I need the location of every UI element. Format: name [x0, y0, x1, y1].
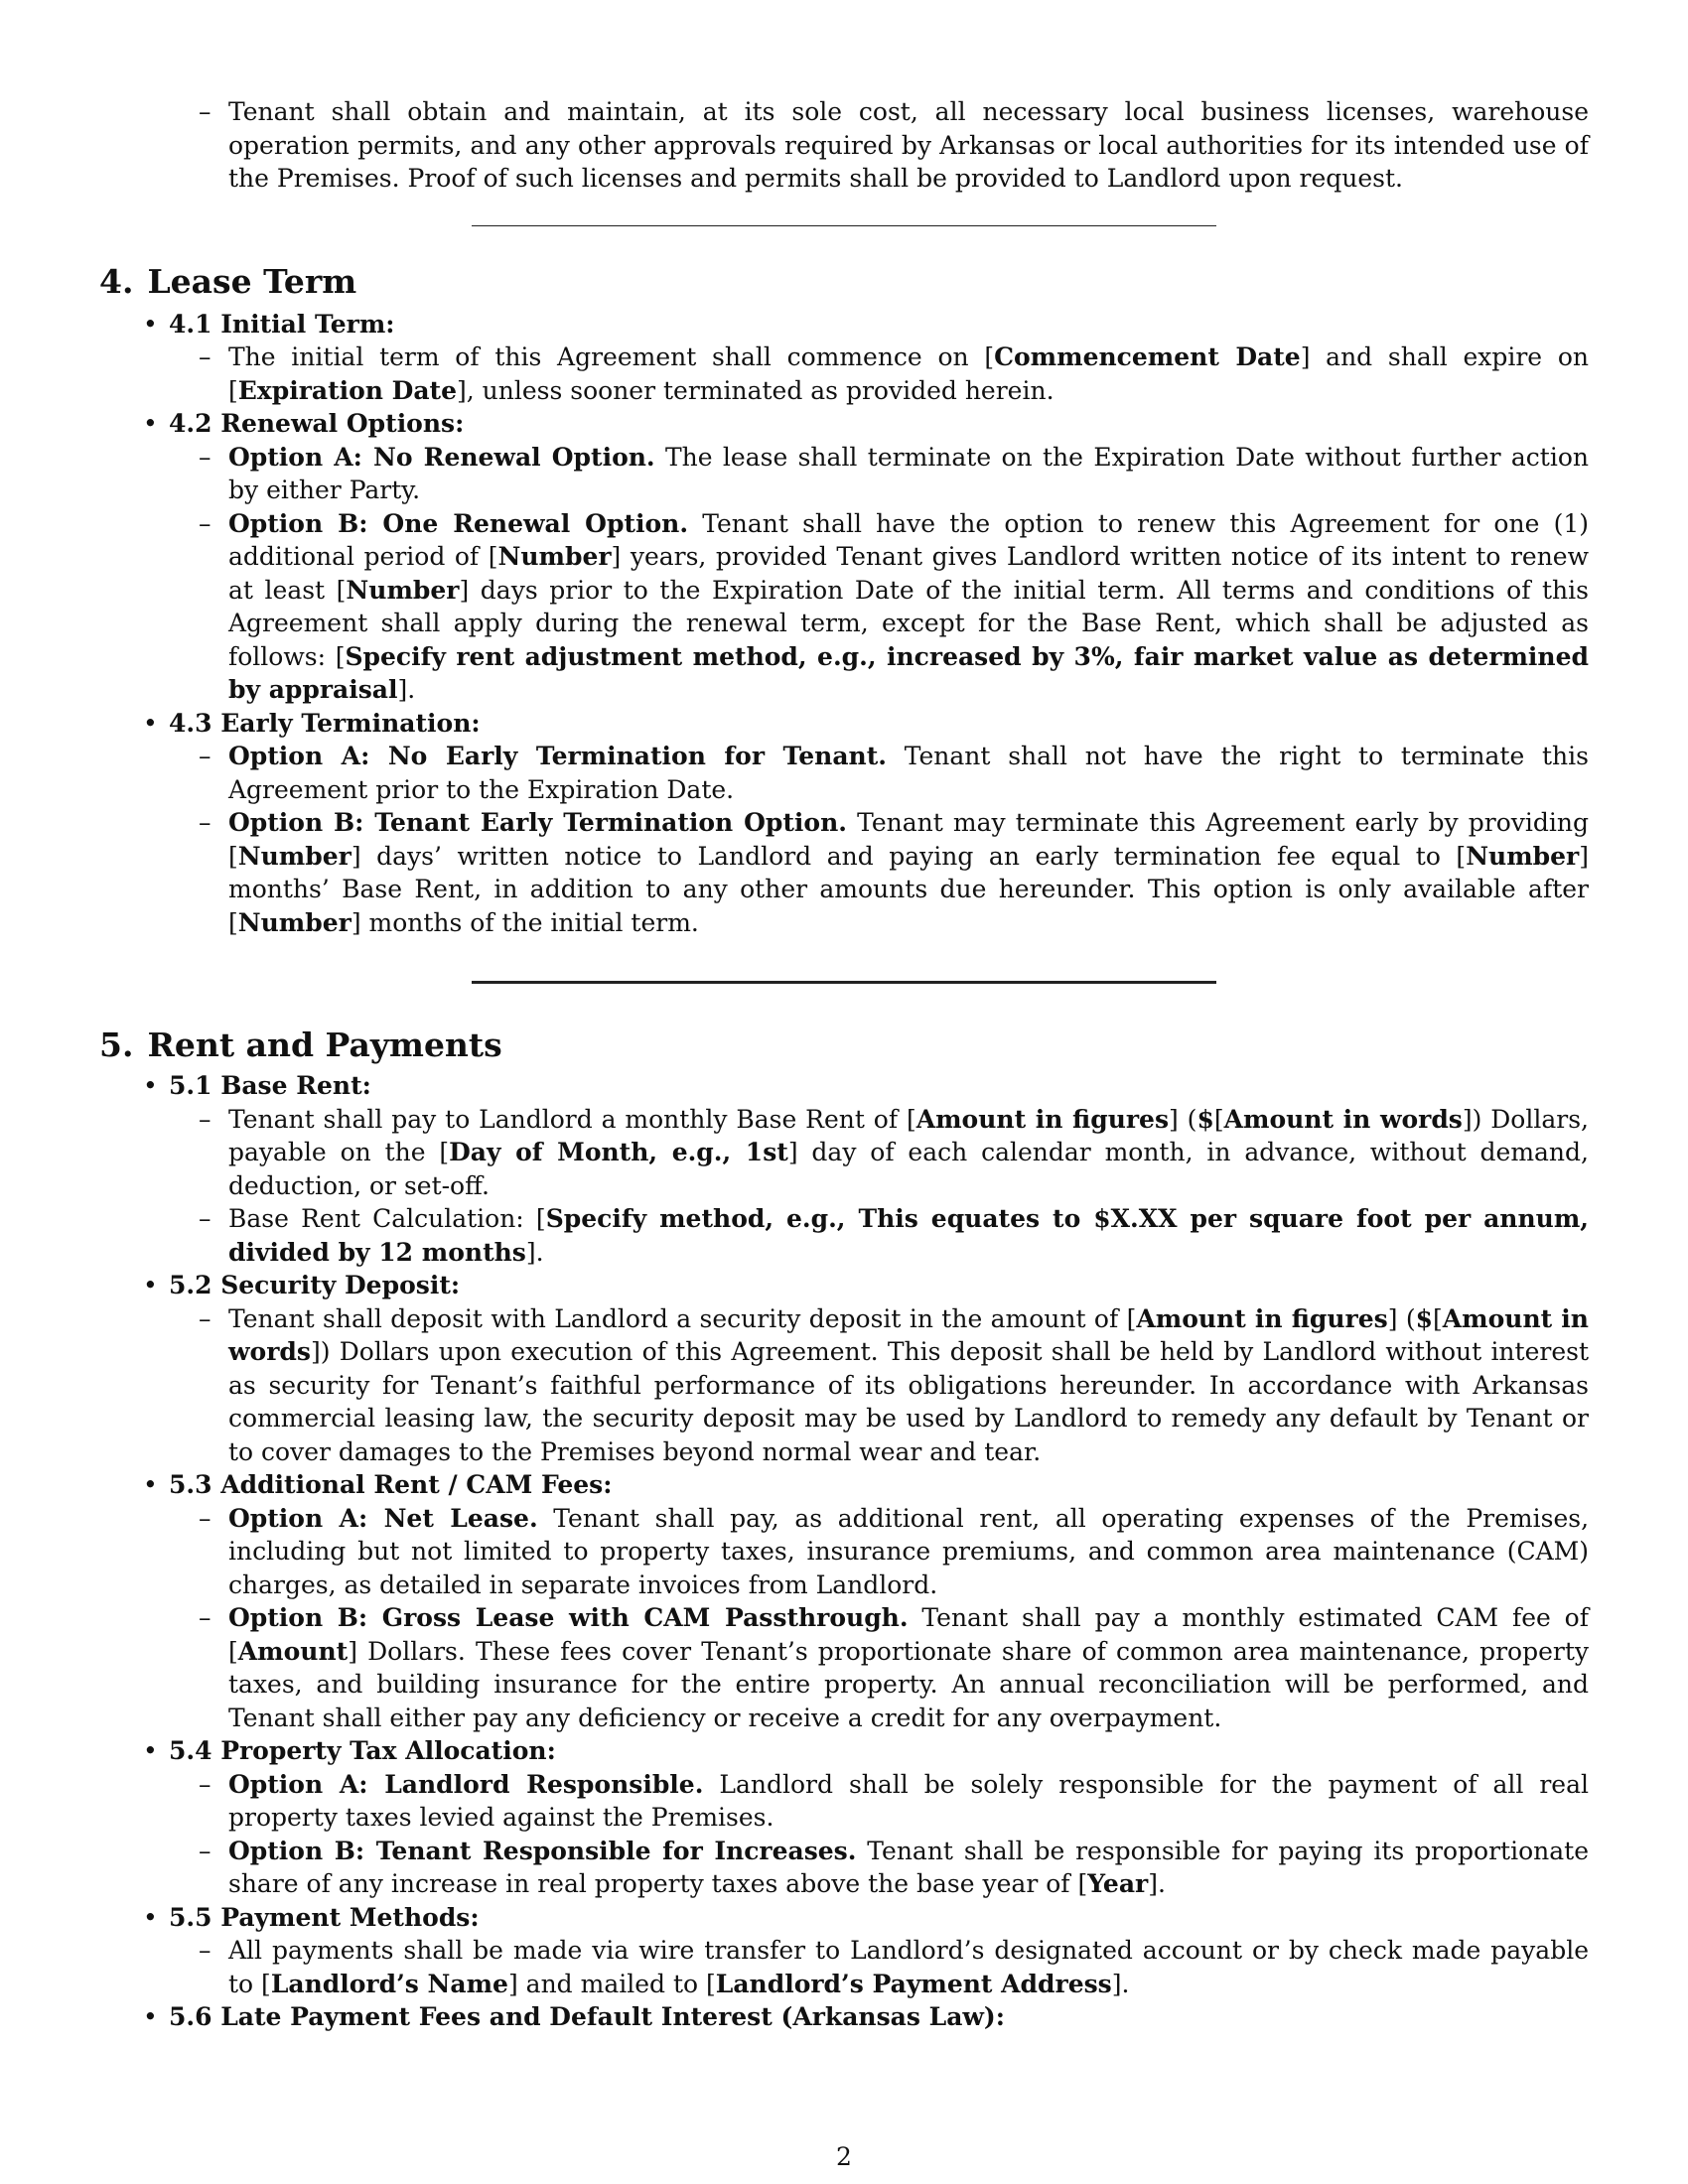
text-run: ].	[525, 1237, 544, 1267]
placeholder-field: Commencement Date	[994, 342, 1301, 371]
list-item-4-1-text	[199, 341, 1589, 407]
section-title: Lease Term	[147, 261, 357, 301]
bullet-marker: •	[143, 1736, 158, 1765]
list-item-4-2-option-b	[199, 507, 1590, 707]
placeholder-field: Amount in figures	[1136, 1303, 1388, 1333]
section-number: 5.	[99, 1025, 134, 1064]
option-label: Option A: Net Lease.	[228, 1503, 538, 1533]
bullet-marker: •	[143, 1470, 158, 1499]
text-run: Tenant shall deposit with Landlord a security deposit in the amount of [	[228, 1303, 1137, 1333]
list-item-5-2-text	[199, 1302, 1589, 1469]
dash-marker: –	[199, 1204, 211, 1233]
text-run: ].	[1148, 1869, 1166, 1898]
text-run: ] (	[1169, 1104, 1197, 1134]
text-run: All payments shall be made via wire transfer to Landlord’s designated account or by check made payable to [	[228, 1936, 1589, 1998]
intro-list-item	[199, 95, 1589, 196]
placeholder-field: Amount in figures	[915, 1104, 1170, 1134]
text-run: ] days’ written notice to Landlord and paying an early termination fee equal to [	[351, 841, 1467, 871]
subsection-heading: 5.2 Security Deposit:	[169, 1271, 461, 1299]
placeholder-field: Specify rent adjustment method, e.g., increased by 3%, fair market value as determined by appraisal	[228, 641, 1589, 704]
option-label: Option B: Gross Lease with CAM Passthrough.	[228, 1603, 909, 1632]
section-divider	[472, 981, 1216, 984]
text-run: The lease shall terminate on the Expiration Date without further action by either Party.	[228, 442, 1589, 504]
list-item-4-2-option-a	[199, 441, 1589, 507]
placeholder-field: Number	[497, 542, 612, 571]
text-run: ] months’ Base Rent, in addition to any other amounts due hereunder. This option is only available after [	[228, 841, 1589, 937]
text-run: Base Rent Calculation: [	[228, 1204, 546, 1233]
subsection-heading: 5.3 Additional Rent / CAM Fees:	[169, 1470, 613, 1499]
list-item-5-5	[143, 1901, 1589, 1935]
dash-marker: –	[199, 1836, 211, 1865]
option-label: Option A: No Early Termination for Tenant.	[228, 742, 887, 770]
subsection-heading: 4.3 Early Termination:	[169, 708, 481, 738]
option-label: Option B: One Renewal Option.	[228, 508, 689, 538]
dash-marker: –	[199, 1936, 211, 1965]
placeholder-field: Number	[237, 907, 352, 937]
text-run: ] and mailed to [	[507, 1969, 716, 1998]
text-run: ] and shall expire on [	[228, 342, 1589, 405]
dash-marker: –	[199, 1104, 211, 1134]
text-run: ].	[1111, 1969, 1130, 1998]
text-run: Tenant shall not have the right to terminate this Agreement prior to the Expiration Date.	[228, 742, 1589, 804]
list-item-5-1	[143, 1069, 1589, 1103]
option-label: Option B: Tenant Responsible for Increases.	[228, 1836, 857, 1865]
placeholder-field: Expiration Date	[237, 375, 458, 405]
placeholder-field: Number	[346, 575, 460, 605]
text-run: ] months of the initial term.	[351, 907, 699, 937]
dash-marker: –	[199, 97, 211, 126]
page-number: 2	[836, 2142, 852, 2171]
text-run: Tenant shall pay to Landlord a monthly Base Rent of [	[228, 1104, 916, 1134]
list-item-4-3-option-b	[199, 806, 1589, 939]
placeholder-field: Landlord’s Name	[270, 1969, 508, 1998]
bullet-marker: •	[143, 1271, 158, 1299]
placeholder-field: Amount in words	[1223, 1104, 1463, 1134]
list-item-5-1-text-1	[199, 1103, 1589, 1203]
dash-marker: –	[199, 1603, 211, 1632]
list-item-5-3	[143, 1468, 1589, 1502]
text-run: ] (	[1387, 1303, 1416, 1333]
section-5-heading	[99, 1025, 1589, 1065]
bullet-marker: •	[143, 2002, 158, 2031]
text-run: Tenant shall be responsible for paying its proportionate share of any increase in real property taxes above the base year of [	[228, 1836, 1589, 1898]
subsection-heading: 5.6 Late Payment Fees and Default Interest (Arkansas Law):	[169, 2002, 1005, 2031]
list-item-5-3-option-a	[199, 1502, 1590, 1602]
placeholder-field: Specify method, e.g., This equates to $X.XX per square foot per annum, divided by 12 months	[228, 1204, 1589, 1267]
section-4-heading	[99, 262, 1589, 302]
option-label: Option A: Landlord Responsible.	[228, 1769, 704, 1799]
list-item-5-3-option-b	[199, 1601, 1589, 1734]
list-item-5-4-option-b	[199, 1835, 1589, 1901]
list-item-4-2	[143, 407, 1589, 441]
section-divider	[472, 225, 1216, 226]
dash-marker: –	[199, 808, 211, 837]
dash-marker: –	[199, 1303, 211, 1333]
text-run: ]) Dollars upon execution of this Agreement. This deposit shall be held by Landlord without interest as security for Tenant’s faithful performance of its obligations hereunder. In accordance with Arkansas commercial leasing law, the security deposit may be used by Landlord to remedy any default by Tenant or to cover damages to the Premises beyond normal wear and tear.	[228, 1337, 1589, 1466]
dash-marker: –	[199, 442, 211, 472]
section-number: 4.	[99, 261, 134, 301]
intro-text: Tenant shall obtain and maintain, at its sole cost, all necessary local business licenses, warehouse operation permits, and any other approvals required by Arkansas or local authorities for its intended use of the Premises. Proof of such licenses and permits shall be provided to Landlord upon request.	[228, 97, 1589, 193]
text-run: ] day of each calendar month, in advance, without demand, deduction, or set-off.	[228, 1138, 1589, 1200]
subsection-heading: 4.1 Initial Term:	[169, 309, 395, 339]
text-run: Tenant may terminate this Agreement early by providing [	[228, 808, 1589, 871]
list-item-5-6	[143, 2000, 1589, 2034]
placeholder-field: Amount in words	[228, 1303, 1589, 1366]
list-item-5-5-text	[199, 1934, 1589, 2000]
text-run: ].	[397, 675, 416, 704]
dash-marker: –	[199, 1503, 211, 1533]
placeholder-field: Number	[1466, 841, 1580, 871]
dash-marker: –	[199, 1769, 211, 1799]
text-run: Tenant shall pay a monthly estimated CAM fee of [	[228, 1603, 1589, 1666]
bullet-marker: •	[143, 1071, 158, 1100]
text-run: [	[1432, 1303, 1443, 1333]
subsection-heading: 5.5 Payment Methods:	[169, 1902, 480, 1932]
subsection-heading: 5.1 Base Rent:	[169, 1071, 371, 1100]
placeholder-field: Amount	[237, 1636, 349, 1666]
list-item-4-3-option-a	[199, 740, 1589, 806]
list-item-5-2	[143, 1269, 1589, 1302]
list-item-4-3	[143, 707, 1589, 741]
bullet-marker: •	[143, 708, 158, 738]
text-run: $	[1415, 1303, 1433, 1333]
text-run: Tenant shall pay, as additional rent, all operating expenses of the Premises, including but not limited to property taxes, insurance premiums, and common area maintenance (CAM) charges, as detailed in separate invoices from Landlord.	[228, 1503, 1590, 1599]
bullet-marker: •	[143, 1902, 158, 1932]
dash-marker: –	[199, 342, 211, 371]
text-run: Landlord shall be solely responsible for the payment of all real property taxes levied against the Premises.	[228, 1769, 1589, 1832]
list-item-5-4-option-a	[199, 1768, 1589, 1835]
document-page	[99, 95, 1589, 2034]
bullet-marker: •	[143, 309, 158, 339]
list-item-5-4	[143, 1734, 1589, 1768]
text-run: ] days prior to the Expiration Date of the initial term. All terms and conditions of this Agreement shall apply during the renewal term, except for the Base Rent, which shall be adjusted as follows: [	[228, 575, 1589, 671]
option-label: Option A: No Renewal Option.	[228, 442, 655, 472]
text-run: [	[1213, 1104, 1224, 1134]
text-run: $	[1196, 1104, 1214, 1134]
list-item-5-1-text-2	[199, 1202, 1589, 1269]
list-item-4-1	[143, 308, 1589, 341]
placeholder-field: Number	[237, 841, 352, 871]
text-run: ] years, provided Tenant gives Landlord written notice of its intent to renew at least [	[228, 542, 1590, 605]
placeholder-field: Day of Month, e.g., 1st	[449, 1138, 788, 1166]
subsection-heading: 5.4 Property Tax Allocation:	[169, 1736, 556, 1765]
text-run: ]) Dollars, payable on the [	[228, 1104, 1589, 1166]
text-run: Tenant shall have the option to renew this Agreement for one (1) additional period of [	[228, 508, 1589, 571]
text-run: ], unless sooner terminated as provided herein.	[457, 375, 1055, 405]
option-label: Option B: Tenant Early Termination Option.	[228, 808, 847, 837]
section-title: Rent and Payments	[147, 1025, 502, 1064]
placeholder-field: Year	[1087, 1869, 1149, 1898]
subsection-heading: 4.2 Renewal Options:	[169, 409, 465, 438]
text-run: The initial term of this Agreement shall commence on [	[228, 342, 995, 371]
dash-marker: –	[199, 742, 211, 770]
bullet-marker: •	[143, 409, 158, 438]
text-run: ] Dollars. These fees cover Tenant’s proportionate share of common area maintenance, property taxes, and building insurance for the entire property. An annual reconciliation will be performed, and Tenant shall either pay any deficiency or receive a credit for any overpayment.	[228, 1636, 1589, 1732]
dash-marker: –	[199, 508, 211, 538]
placeholder-field: Landlord’s Payment Address	[715, 1969, 1112, 1998]
